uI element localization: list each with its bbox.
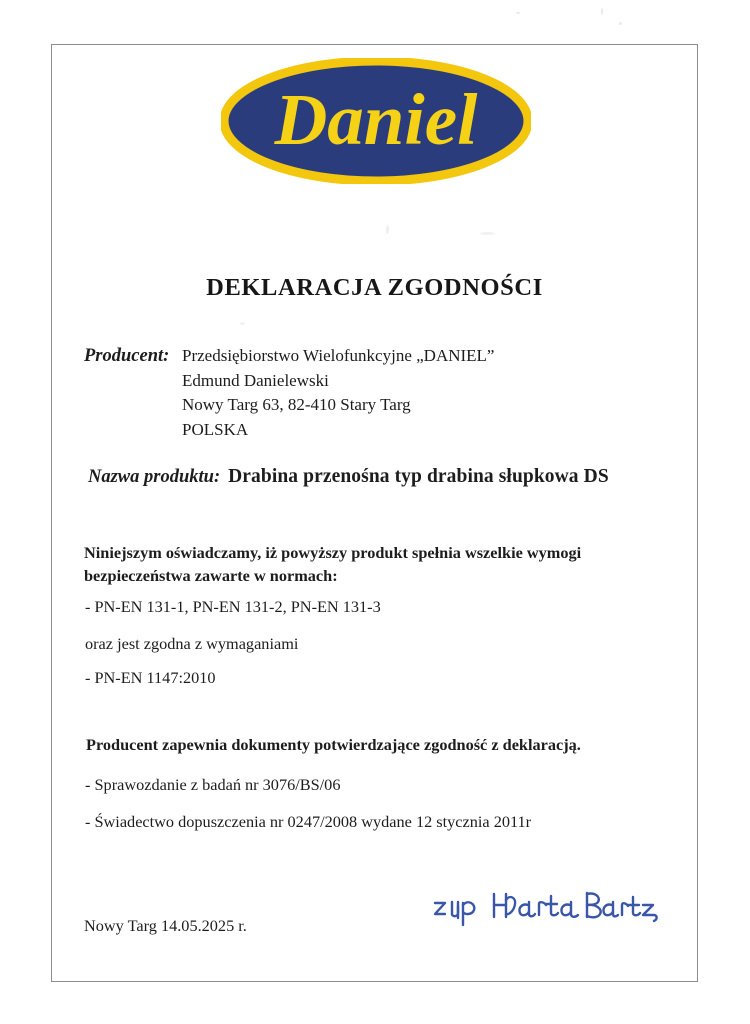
norm-list-item: - PN-EN 131-1, PN-EN 131-2, PN-EN 131-3 [85,597,381,616]
scan-artifact [619,22,622,25]
document-list-item: - Sprawozdanie z badań nr 3076/BS/06 [85,775,341,794]
producer-block [84,344,684,442]
declaration-bridge-text: oraz jest zgodna z wymaganiami [85,634,299,653]
scan-artifact [516,12,520,14]
scan-artifact [480,232,495,235]
norm-list-item: - PN-EN 1147:2010 [85,668,216,687]
documents-heading: Producent zapewnia dokumenty potwierdzające zgodność z deklaracją. [86,735,581,754]
document-list-item: - Świadectwo dopuszczenia nr 0247/2008 wydane 12 stycznia 2011r [85,812,532,831]
scan-artifact [240,322,245,325]
declaration-statement: Niniejszym oświadczamy, iż powyższy produkt spełnia wszelkie wymogi bezpieczeństwa zawarte w normach: [84,543,582,585]
product-name-value: Drabina przenośna typ drabina słupkowa DS [228,466,609,487]
place-and-date: Nowy Targ 14.05.2025 r. [84,916,247,935]
producer-person: Edmund Danielewski [182,370,329,390]
producer-label: Producent: [84,346,170,366]
producer-street: Nowy Targ 63, 82-410 Stary Targ [182,395,411,414]
scan-artifact [601,8,603,15]
handwritten-signature [432,884,622,928]
product-name-label: Nazwa produktu: [88,467,221,487]
scan-artifact [386,225,389,234]
daniel-logo [221,58,531,184]
paper-border-frame [51,44,698,982]
producer-country: POLSKA [182,419,249,439]
logo-wordmark: Daniel [274,79,478,160]
product-name-row [88,466,609,488]
producer-company: Przedsiębiorstwo Wielofunkcyjne „DANIEL” [182,346,495,365]
page-title: DEKLARACJA ZGODNOŚCI [206,274,543,301]
